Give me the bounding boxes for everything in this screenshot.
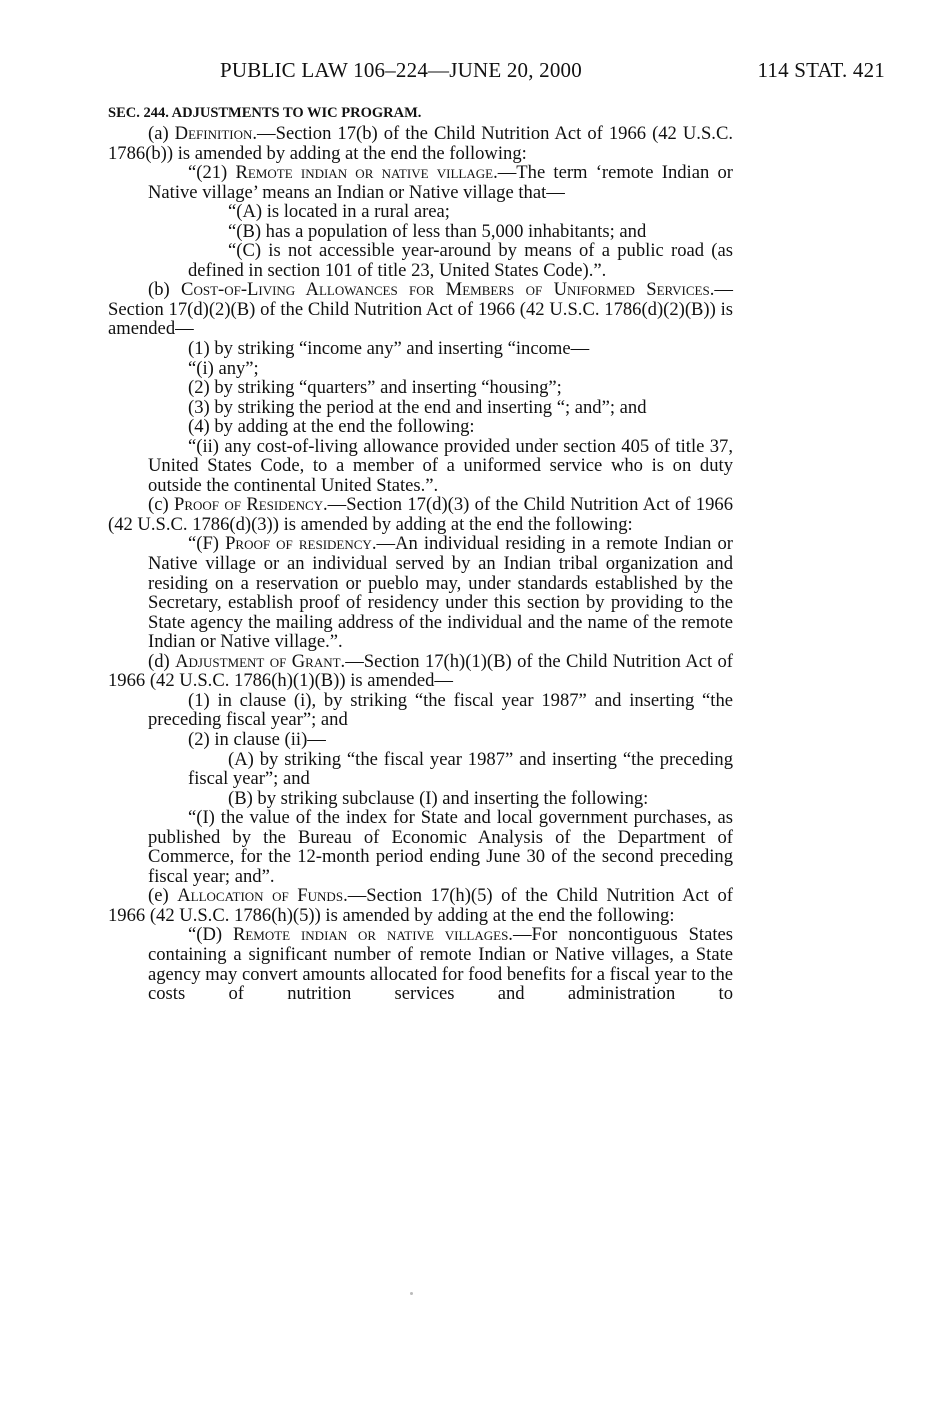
scan-speck (410, 1292, 413, 1295)
item-b-1: (1) by striking “income any” and inserting “income— (188, 338, 590, 360)
item-d-1: (1) in clause (i), by striking “the fiscal year 1987” and inserting “the preceding fiscal year”; and (148, 689, 733, 731)
subclause-d-I: “(I) the value of the index for State and local government purchases, as published by the Bureau of Economic Analysis of the Department of Commerce, for the 12-month period ending June 30 of the second preceding fiscal year; and”. (148, 807, 733, 887)
clause-a-A: “(A) is located in a rural area; (228, 201, 450, 223)
subsection-c: (c) Proof of Residency.—Section 17(d)(3) of the Child Nutrition Act of 1966 (42 U.S.C. 1786(d)(3)) is amended by adding at the end the following: (108, 494, 733, 535)
subparagraph-F-heading: Proof of residency (225, 533, 372, 555)
subsection-e-heading: Allocation of Funds (177, 885, 344, 907)
subsection-a: (a) Definition.—Section 17(b) of the Child Nutrition Act of 1966 (42 U.S.C. 1786(b)) is amended by adding at the end the following: (108, 123, 733, 164)
item-b-1-continuation: “(i) any”; (188, 357, 259, 379)
clause-a-C: “(C) is not accessible year-around by means of a public road (as defined in section 101 of title 23, United States Code).”. (188, 240, 733, 281)
law-title: PUBLIC LAW 106–224—JUNE 20, 2000 (220, 58, 582, 82)
clause-b-ii: “(ii) any cost-of-living allowance provided under section 405 of title 37, United States Code, to a member of a uniformed service who is on duty outside the continental United States.”. (148, 435, 733, 496)
subsection-c-heading: Proof of Residency (174, 494, 324, 516)
subparagraph-D-heading: Remote indian or native villages (232, 924, 509, 946)
subsection-a-heading: Definition (174, 123, 253, 144)
subsection-b-heading: Cost-of-Living Allowances for Members of Uniformed Services (181, 279, 710, 301)
paragraph-21-heading: Remote indian or native village (235, 162, 494, 184)
paragraph-21: “(21) Remote indian or native village.—The term ‘remote Indian or Native village’ means an Indian or Native village that— (148, 162, 733, 203)
clause-a-B: “(B) has a population of less than 5,000 inhabitants; and (228, 220, 647, 242)
item-b-2: (2) by striking “quarters” and inserting “housing”; (188, 377, 562, 399)
document-body (108, 103, 733, 1004)
subsection-e: (e) Allocation of Funds.—Section 17(h)(5) of the Child Nutrition Act of 1966 (42 U.S.C. 1786(h)(5)) is amended by adding at the end the following: (108, 885, 733, 926)
item-d-2-A: (A) by striking “the fiscal year 1987” and inserting “the preceding fiscal year”; and (188, 748, 733, 790)
item-d-2: (2) in clause (ii)— (188, 728, 326, 750)
subsection-b: (b) Cost-of-Living Allowances for Members of Uniformed Services.—Section 17(d)(2)(B) of the Child Nutrition Act of 1966 (42 U.S.C. 1786(d)(2)(B)) is amended— (108, 279, 733, 340)
subparagraph-D: “(D) Remote indian or native villages.—For noncontiguous States containing a significant number of remote Indian or Native villages, a State agency may convert amounts allocated for food benefits for a fiscal year to the costs of nutrition services and administration to (148, 924, 733, 1005)
stat-page-number: 114 STAT. 421 (757, 58, 885, 82)
subparagraph-F: “(F) Proof of residency.—An individual residing in a remote Indian or Native village or an individual served by an Indian tribal organization and residing on a reservation or pueblo may, under standards established by the Secretary, establish proof of residency under this section by providing to the State agency the mailing address of the individual and the name of the remote Indian or Native village.”. (148, 533, 733, 653)
section-heading: SEC. 244. ADJUSTMENTS TO WIC PROGRAM. (108, 105, 422, 121)
subsection-d: (d) Adjustment of Grant.—Section 17(h)(1)(B) of the Child Nutrition Act of 1966 (42 U.S.C. 1786(h)(1)(B)) is amended— (108, 650, 733, 692)
running-header (110, 58, 885, 90)
subsection-d-heading: Adjustment of Grant (175, 650, 341, 672)
item-d-2-B: (B) by striking subclause (I) and inserting the following: (228, 787, 649, 809)
item-b-3: (3) by striking the period at the end and inserting “; and”; and (188, 396, 647, 418)
item-b-4: (4) by adding at the end the following: (188, 416, 475, 438)
